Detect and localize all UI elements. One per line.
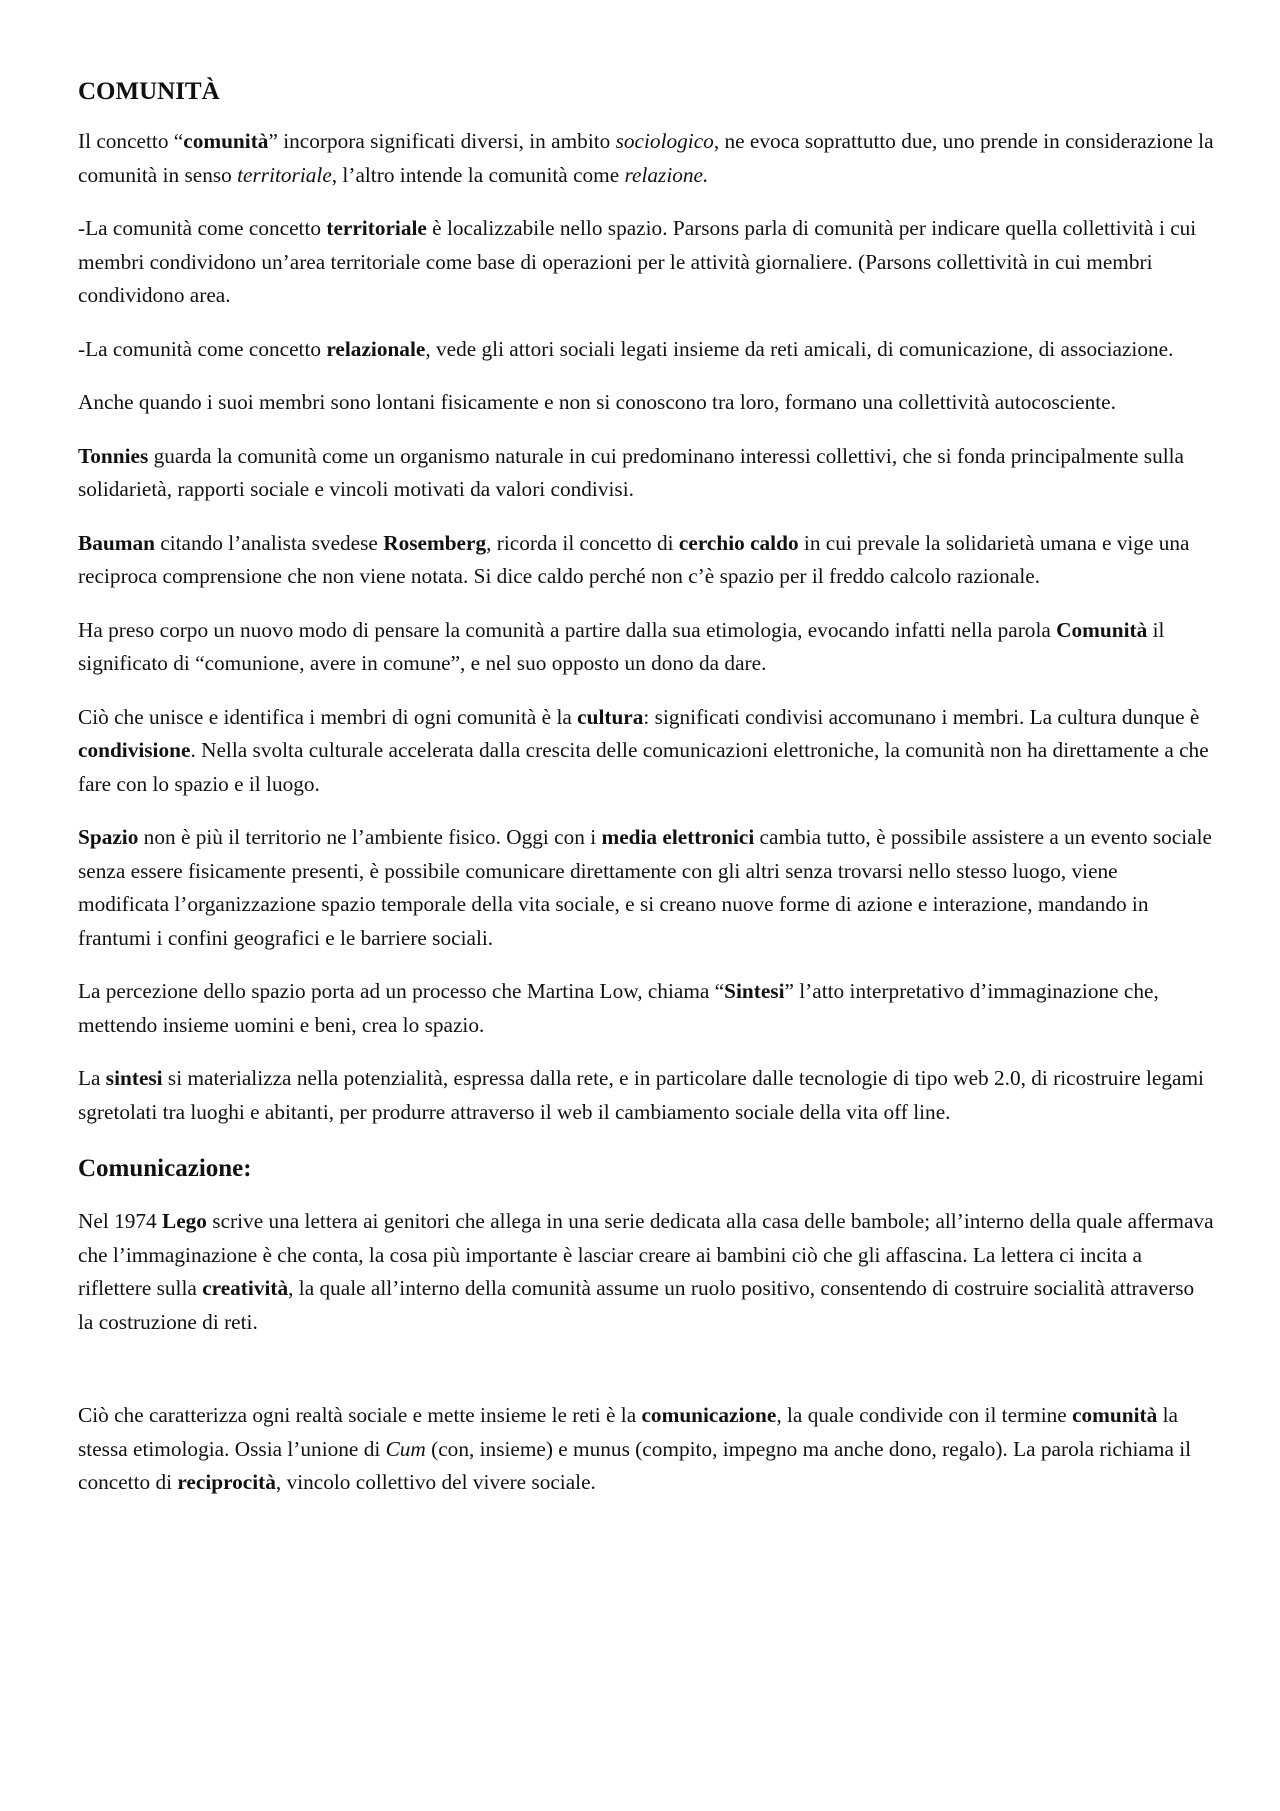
text-run: , ricorda il concetto di — [486, 530, 679, 555]
paragraph-relational — [78, 333, 1214, 367]
text-run: Ciò che unisce e identifica i membri di ogni comunità è la — [78, 704, 578, 729]
text-run: La — [78, 1066, 106, 1090]
text-run: Ha preso corpo un nuovo modo di pensare la comunità a partire dalla sua etimologia, evocando infatti nella parola — [78, 617, 1057, 642]
text-run: (con, insieme) e munus (compito, impegno ma anche dono, regalo). La parola richiama il concetto di — [78, 1436, 1192, 1494]
italic-term: territoriale — [237, 162, 332, 187]
bold-term: Sintesi — [724, 979, 785, 1003]
paragraph-bauman — [78, 527, 1214, 594]
bold-term: comunità — [1072, 1403, 1158, 1427]
bold-term: Spazio — [78, 825, 139, 849]
page-title: COMUNITÀ — [78, 78, 220, 105]
paragraph-synthesis — [78, 1062, 1214, 1129]
text-run: la stessa etimologia. Ossia l’unione di — [78, 1403, 1178, 1461]
text-run: ” incorpora significati diversi, in ambito — [268, 129, 616, 153]
bold-term: creatività — [202, 1276, 289, 1300]
text-run: Ciò che caratterizza ogni realtà sociale e mette insieme le reti è la — [78, 1403, 642, 1427]
italic-term: relazione. — [624, 162, 709, 187]
text-run: cambia tutto, è possibile assistere a un evento sociale senza essere fisicamente presenti, è possibile comunicare direttamente con gli altri senza trovarsi nello stesso luogo, viene modificata l’organizzazione spazio temporale della vita sociale, e si creano nuove forme di azione e interazione, mandando in frantumi i confini geografici e le barriere sociali. — [78, 825, 1212, 950]
text-run: , ne evoca soprattutto due, uno prende in considerazione la comunità in senso — [78, 129, 1214, 187]
bold-term: sintesi — [105, 1066, 163, 1090]
italic-term: sociologico — [615, 129, 714, 153]
bold-term: media elettronici — [601, 825, 755, 849]
text-run: -La comunità come concetto — [78, 336, 327, 361]
bold-term: cultura — [577, 704, 644, 729]
text-run: scrive una lettera ai genitori che allega in una serie dedicata alla casa delle bambole; all’interno della quale affermava che l’immaginazione è che conta, la cosa più importante è lasciar creare ai bambini ciò che gli affascina. La lettera ci incita a riflettere sulla — [78, 1209, 1214, 1300]
text-run: , l’altro intende la comunità come — [331, 162, 625, 187]
bold-term: cerchio caldo — [678, 530, 799, 555]
paragraph-intro — [78, 125, 1214, 192]
bold-term: comunicazione — [641, 1403, 777, 1427]
italic-term: Cum — [385, 1436, 426, 1461]
bold-term: Lego — [162, 1209, 207, 1233]
paragraph-etymology — [78, 614, 1214, 681]
text-run: ” l’atto interpretativo d’immaginazione che, mettendo insieme uomini e beni, crea lo spazio. — [78, 979, 1159, 1037]
text-run: il significato di “comunione, avere in comune”, e nel suo opposto un dono da dare. — [78, 617, 1165, 675]
text-run: citando l’analista svedese — [154, 530, 384, 555]
text-run: si materializza nella potenzialità, espressa dalla rete, e in particolare dalle tecnologie di tipo web 2.0, di ricostruire legami sgretolati tra luoghi e abitanti, per produrre attraverso il web il cambiamento sociale della vita off line. — [78, 1066, 1204, 1124]
bold-term: Comunità — [1056, 617, 1148, 642]
paragraph-perception — [78, 975, 1214, 1042]
bold-term: territoriale — [326, 216, 427, 240]
text-run: : significati condivisi accomunano i membri. La cultura dunque è — [643, 704, 1200, 729]
document-page — [78, 72, 1214, 1520]
text-run: . Nella svolta culturale accelerata dalla crescita delle comunicazioni elettroniche, la comunità non ha direttamente a che fare con lo spazio e il luogo. — [78, 738, 1209, 796]
bold-term: Tonnies — [78, 443, 149, 468]
paragraph-communication — [78, 1399, 1214, 1500]
section-title: Comunicazione: — [78, 1155, 252, 1182]
text-run: -La comunità come concetto — [78, 216, 327, 240]
text-run: Nel 1974 — [78, 1209, 162, 1233]
paragraph-culture — [78, 701, 1214, 802]
paragraph-lego — [78, 1205, 1214, 1339]
text-run: La percezione dello spazio porta ad un processo che Martina Low, chiama “ — [78, 979, 725, 1003]
bold-term: Bauman — [78, 530, 155, 555]
paragraph-space — [78, 821, 1214, 955]
bold-term: Rosemberg — [383, 530, 487, 555]
bold-term: condivisione — [78, 738, 191, 762]
text-run: , la quale all’interno della comunità assume un ruolo positivo, consentendo di costruire socialità attraverso la costruzione di reti. — [78, 1276, 1195, 1334]
text-run: non è più il territorio ne l’ambiente fisico. Oggi con i — [138, 825, 602, 849]
text-run: è localizzabile nello spazio. Parsons parla di comunità per indicare quella collettività i cui membri condividono un’area territoriale come base di operazioni per le attività giornaliere. (Parsons collettività in cui membri condividono area. — [78, 216, 1197, 307]
text-run: Il concetto “ — [78, 129, 184, 153]
bold-term: reciprocità — [177, 1470, 276, 1494]
bold-term: comunità — [183, 129, 269, 153]
text-run: in cui prevale la solidarietà umana e vige una reciproca comprensione che non viene notata. Si dice caldo perché non c’è spazio per il freddo calcolo razionale. — [78, 530, 1190, 588]
paragraph-self-aware: Anche quando i suoi membri sono lontani fisicamente e non si conoscono tra loro, formano una collettività autocosciente. — [78, 390, 1116, 414]
paragraph-territorial — [78, 212, 1214, 313]
text-run: , la quale condivide con il termine — [776, 1403, 1073, 1427]
text-run: guarda la comunità come un organismo naturale in cui predominano interessi collettivi, che si fonda principalmente sulla solidarietà, rapporti sociale e vincoli motivati da valori condivisi. — [78, 443, 1184, 501]
text-run: , vincolo collettivo del vivere sociale. — [275, 1470, 596, 1494]
text-run: , vede gli attori sociali legati insieme da reti amicali, di comunicazione, di associazione. — [425, 336, 1174, 361]
bold-term: relazionale — [326, 336, 426, 361]
paragraph-tonnies — [78, 440, 1214, 507]
